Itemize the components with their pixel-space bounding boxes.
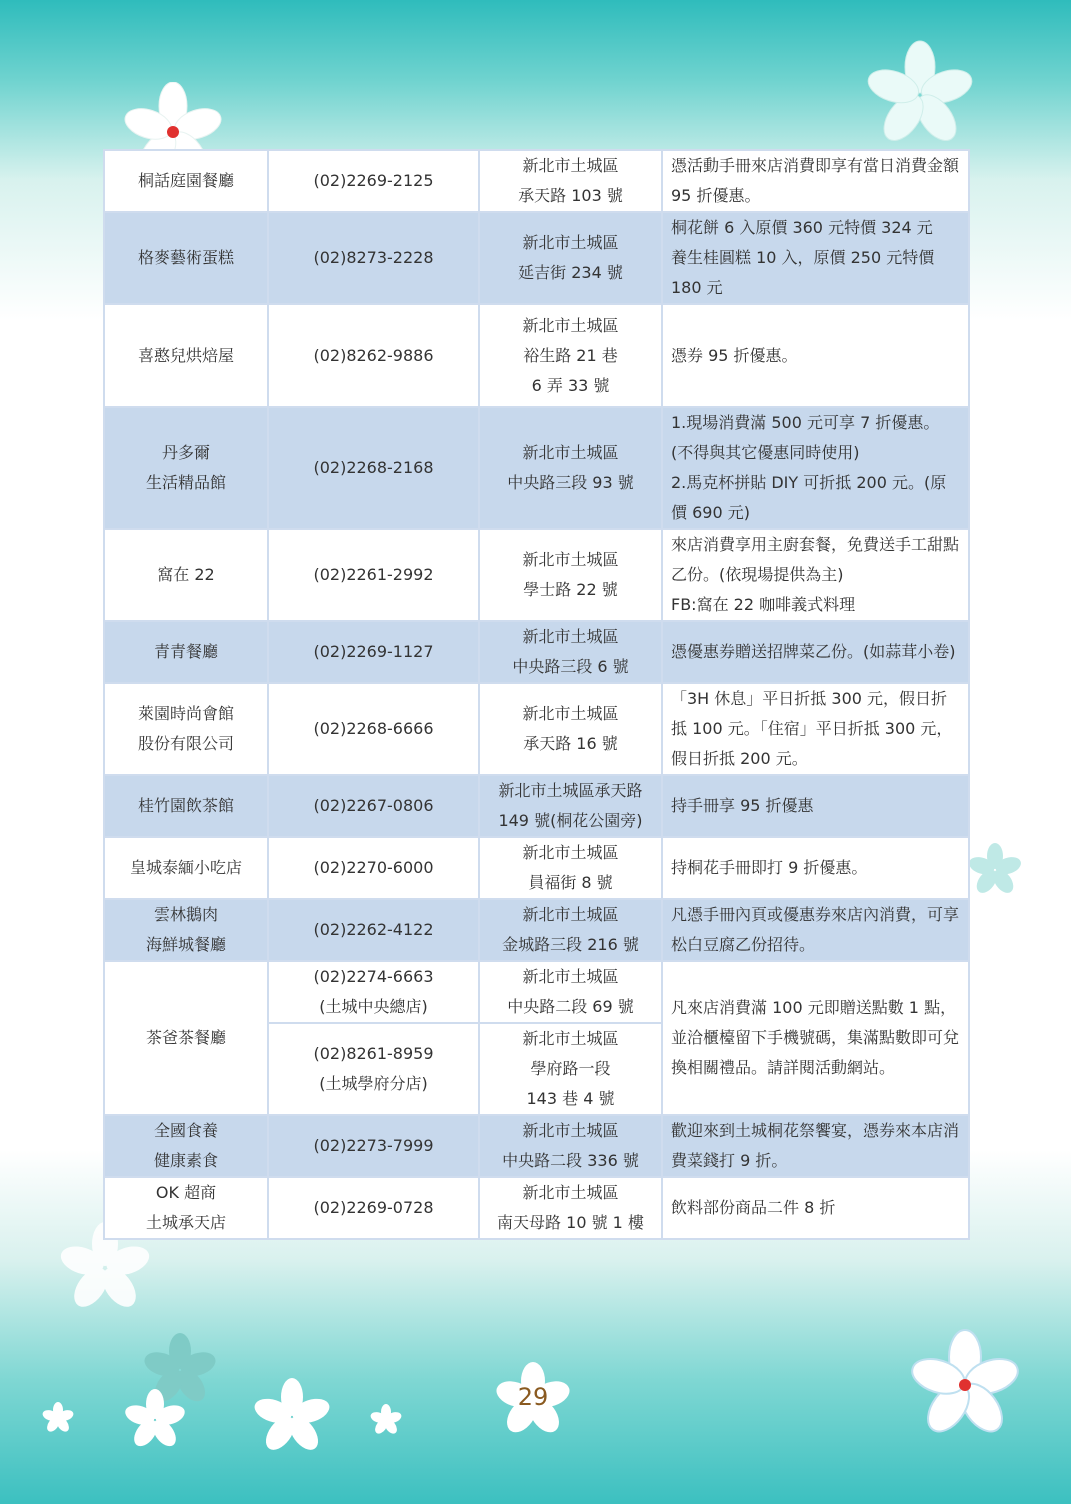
store-phone: (02)2270-6000	[268, 837, 479, 899]
tung-flower-icon	[860, 40, 980, 150]
store-address: 新北市土城區 員福街 8 號	[479, 837, 662, 899]
store-name: 萊園時尚會館 股份有限公司	[104, 683, 268, 775]
tung-flower-icon	[40, 1400, 76, 1436]
store-name: 格麥藝術蛋糕	[104, 212, 268, 304]
store-phone: (02)2274-6663 (土城中央總店)	[268, 961, 479, 1023]
store-name: 桂竹園飲茶館	[104, 775, 268, 837]
offer-description: 來店消費享用主廚套餐，免費送手工甜點乙份。(依現場提供為主) FB:窩在 22 咖啡義式料理	[662, 529, 969, 621]
store-address: 新北市土城區 承天路 103 號	[479, 150, 662, 212]
offer-description: 凡憑手冊內頁或優惠券來店內消費，可享松白豆腐乙份招待。	[662, 899, 969, 961]
store-address: 新北市土城區 中央路二段 69 號	[479, 961, 662, 1023]
store-phone: (02)8262-9886	[268, 304, 479, 407]
table-row	[104, 407, 969, 529]
store-phone: (02)2269-0728	[268, 1177, 479, 1239]
table-row	[104, 150, 969, 212]
store-phone: (02)2268-6666	[268, 683, 479, 775]
offer-description: 憑優惠券贈送招牌菜乙份。(如蒜茸小卷)	[662, 621, 969, 683]
store-address: 新北市土城區 延吉街 234 號	[479, 212, 662, 304]
table-row	[104, 212, 969, 304]
table-row	[104, 899, 969, 961]
store-name: 喜憨兒烘焙屋	[104, 304, 268, 407]
store-name: 全國食養 健康素食	[104, 1115, 268, 1177]
offer-description: 持手冊享 95 折優惠	[662, 775, 969, 837]
store-address: 新北市土城區 南天母路 10 號 1 樓	[479, 1177, 662, 1239]
table-row	[104, 529, 969, 621]
store-phone: (02)8273-2228	[268, 212, 479, 304]
offer-description: 1.現場消費滿 500 元可享 7 折優惠。(不得與其它優惠同時使用) 2.馬克杯拼貼 DIY 可折抵 200 元。(原價 690 元)	[662, 407, 969, 529]
tung-flower-icon	[368, 1402, 404, 1438]
offer-description: 飲料部份商品二件 8 折	[662, 1177, 969, 1239]
tung-flower-icon	[120, 1385, 190, 1455]
store-phone: (02)2268-2168	[268, 407, 479, 529]
table-row	[104, 775, 969, 837]
store-address: 新北市土城區 學府路一段 143 巷 4 號	[479, 1023, 662, 1115]
store-address: 新北市土城區 裕生路 21 巷 6 弄 33 號	[479, 304, 662, 407]
table-row	[104, 837, 969, 899]
store-name: 雲林鵝肉 海鮮城餐廳	[104, 899, 268, 961]
store-phone: (02)2262-4122	[268, 899, 479, 961]
store-name: 青青餐廳	[104, 621, 268, 683]
store-phone: (02)2269-2125	[268, 150, 479, 212]
tung-flower-icon	[905, 1325, 1025, 1445]
table-row	[104, 1177, 969, 1239]
store-name: OK 超商 土城承天店	[104, 1177, 268, 1239]
tung-flower-icon	[250, 1375, 335, 1460]
offer-description: 凡來店消費滿 100 元即贈送點數 1 點，並洽櫃檯留下手機號碼，集滿點數即可兌換相關禮品。請詳閱活動網站。	[662, 961, 969, 1115]
store-name: 皇城泰緬小吃店	[104, 837, 268, 899]
store-address: 新北市土城區 中央路二段 336 號	[479, 1115, 662, 1177]
offer-description: 憑券 95 折優惠。	[662, 304, 969, 407]
store-phone: (02)2261-2992	[268, 529, 479, 621]
store-name: 茶爸茶餐廳	[104, 961, 268, 1115]
offer-description: 持桐花手冊即打 9 折優惠。	[662, 837, 969, 899]
coupon-table	[103, 149, 970, 1240]
tung-flower-icon	[965, 840, 1025, 900]
store-name: 丹多爾 生活精品館	[104, 407, 268, 529]
table-row	[104, 961, 969, 1023]
table-row	[104, 1115, 969, 1177]
store-address: 新北市土城區承天路 149 號(桐花公園旁)	[479, 775, 662, 837]
offer-description: 歡迎來到土城桐花祭饗宴，憑券來本店消費菜錢打 9 折。	[662, 1115, 969, 1177]
table-row	[104, 304, 969, 407]
store-address: 新北市土城區 學士路 22 號	[479, 529, 662, 621]
offer-description: 憑活動手冊來店消費即享有當日消費金額 95 折優惠。	[662, 150, 969, 212]
table-row	[104, 683, 969, 775]
store-phone: (02)2269-1127	[268, 621, 479, 683]
store-address: 新北市土城區 中央路三段 93 號	[479, 407, 662, 529]
offer-description: 「3H 休息」平日折抵 300 元，假日折抵 100 元。「住宿」平日折抵 300 元，假日折抵 200 元。	[662, 683, 969, 775]
store-name: 桐話庭園餐廳	[104, 150, 268, 212]
store-address: 新北市土城區 中央路三段 6 號	[479, 621, 662, 683]
page-number: 29	[517, 1383, 549, 1411]
store-name: 窩在 22	[104, 529, 268, 621]
store-address: 新北市土城區 承天路 16 號	[479, 683, 662, 775]
store-address: 新北市土城區 金城路三段 216 號	[479, 899, 662, 961]
offer-description: 桐花餅 6 入原價 360 元特價 324 元 養生桂圓糕 10 入，原價 250 元特價 180 元	[662, 212, 969, 304]
store-phone: (02)2273-7999	[268, 1115, 479, 1177]
table-row	[104, 621, 969, 683]
store-phone: (02)2267-0806	[268, 775, 479, 837]
store-phone: (02)8261-8959 (土城學府分店)	[268, 1023, 479, 1115]
